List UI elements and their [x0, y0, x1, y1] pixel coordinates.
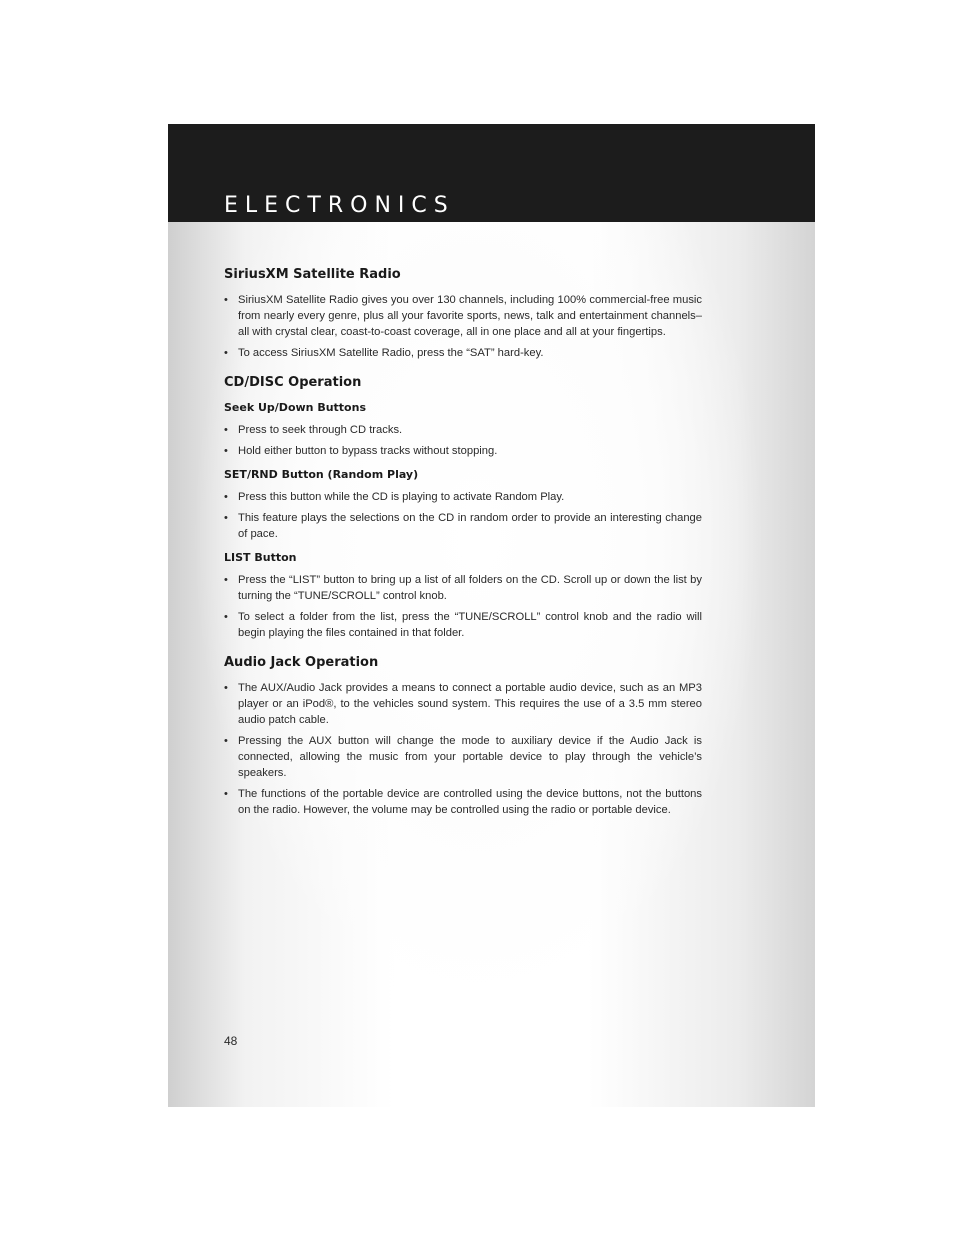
- bullet-icon: •: [224, 574, 228, 586]
- manual-page: [168, 124, 815, 1107]
- bullet-icon: •: [224, 347, 228, 359]
- list-item-text: The AUX/Audio Jack provides a means to connect a portable audio device, such as an MP3 player or an iPod®, to the vehicles sound system. This requires the use of a 3.5 mm stereo audio patch cable.: [238, 682, 702, 726]
- bullet-icon: •: [224, 682, 228, 694]
- list-item-text: This feature plays the selections on the CD in random order to provide an interesting change of pace.: [238, 512, 702, 540]
- bullet-icon: •: [224, 424, 228, 436]
- heading-cd-disc: CD/DISC Operation: [224, 375, 362, 390]
- list-item-text: Press the “LIST” button to bring up a list of all folders on the CD. Scroll up or down the list by turning the “TUNE/SCROLL” control knob.: [238, 574, 702, 602]
- list-item-text: The functions of the portable device are controlled using the device buttons, not the buttons on the radio. However, the volume may be controlled using the radio or portable device.: [238, 788, 702, 816]
- bullet-icon: •: [224, 735, 228, 747]
- list-item-text: Press to seek through CD tracks.: [238, 424, 403, 436]
- bullet-icon: •: [224, 512, 228, 524]
- list-item: [224, 443, 702, 459]
- list-item-text: Hold either button to bypass tracks without stopping.: [238, 445, 498, 457]
- subheading-list-button: LIST Button: [224, 551, 297, 564]
- list-item: [224, 422, 702, 438]
- header-band: [168, 124, 815, 222]
- seek-list: [224, 422, 702, 459]
- bullet-icon: •: [224, 491, 228, 503]
- list-item: [224, 345, 702, 361]
- list-item-text: Pressing the AUX button will change the mode to auxiliary device if the Audio Jack is connected, allowing the music from your portable device to play through the vehicle’s speakers.: [238, 735, 702, 779]
- list-item: [224, 609, 702, 641]
- list-item: [224, 786, 702, 818]
- list-item: [224, 572, 702, 604]
- subheading-seek: Seek Up/Down Buttons: [224, 401, 366, 414]
- subheading-set-rnd: SET/RND Button (Random Play): [224, 468, 419, 481]
- section-title: ELECTRONICS: [224, 193, 455, 218]
- audio-jack-list: [224, 680, 702, 818]
- list-item: [224, 680, 702, 728]
- bullet-icon: •: [224, 445, 228, 457]
- set-rnd-list: [224, 489, 702, 542]
- bullet-icon: •: [224, 294, 228, 306]
- page-content: [224, 266, 702, 823]
- list-button-list: [224, 572, 702, 641]
- list-item: [224, 292, 702, 340]
- list-item-text: Press this button while the CD is playing to activate Random Play.: [238, 491, 565, 503]
- list-item-text: To select a folder from the list, press the “TUNE/SCROLL” control knob and the radio will begin playing the files contained in that folder.: [238, 611, 702, 639]
- list-item-text: SiriusXM Satellite Radio gives you over 130 channels, including 100% commercial-free music from nearly every genre, plus all your favorite sports, news, talk and entertainment channels–all with crystal clear, coast-to-coast coverage, all in one place and all at your fingertips.: [238, 294, 702, 338]
- heading-audio-jack: Audio Jack Operation: [224, 655, 379, 670]
- list-item: [224, 489, 702, 505]
- list-item: [224, 510, 702, 542]
- bullet-icon: •: [224, 788, 228, 800]
- heading-siriusxm: SiriusXM Satellite Radio: [224, 267, 401, 282]
- list-item-text: To access SiriusXM Satellite Radio, press the “SAT” hard-key.: [238, 347, 544, 359]
- bullet-icon: •: [224, 611, 228, 623]
- page-number: 48: [224, 1034, 238, 1048]
- siriusxm-list: [224, 292, 702, 361]
- list-item: [224, 733, 702, 781]
